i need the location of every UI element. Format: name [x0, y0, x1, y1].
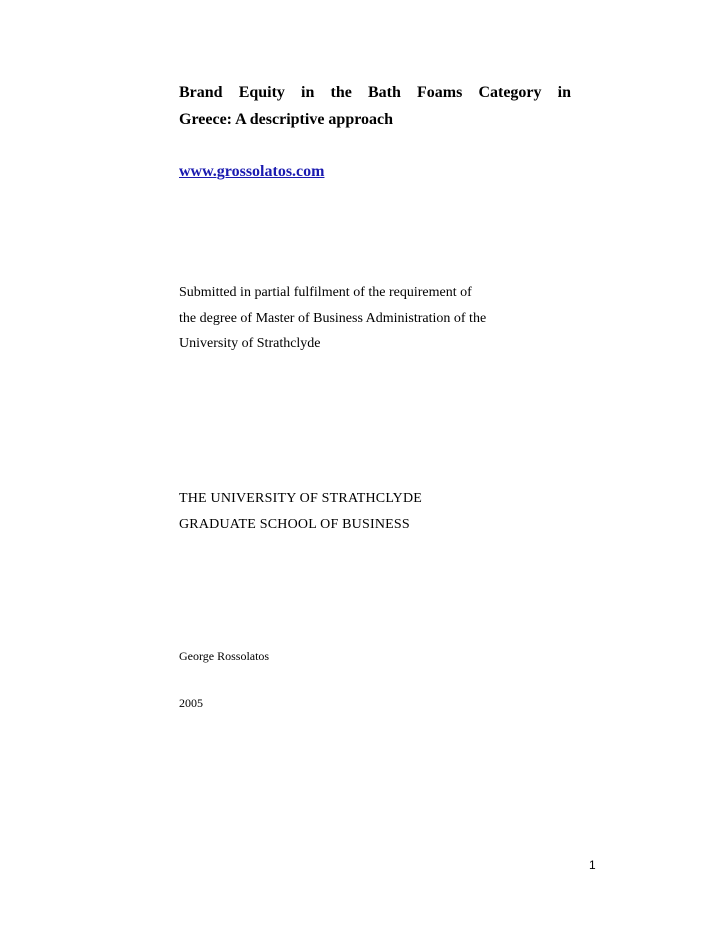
institution-block	[179, 486, 422, 538]
school-name: GRADUATE SCHOOL OF BUSINESS	[179, 517, 410, 532]
author-name: George Rossolatos	[179, 649, 270, 663]
submission-line-2: the degree of Master of Business Administration of the	[179, 310, 487, 326]
submission-line-3: University of Strathclyde	[179, 336, 321, 351]
submission-line-1: Submitted in partial fulfilment of the requirement of	[179, 285, 472, 300]
title-line-2: Greece: A descriptive approach	[179, 111, 394, 128]
page-number: 1	[589, 858, 596, 872]
publication-year: 2005	[179, 696, 203, 710]
submission-statement	[179, 280, 486, 357]
document-title	[179, 79, 571, 133]
title-line-1: Brand Equity in the Bath Foams Category in	[179, 84, 571, 101]
website-link[interactable]: www.grossolatos.com	[179, 163, 325, 180]
university-name: THE UNIVERSITY OF STRATHCLYDE	[179, 491, 423, 506]
